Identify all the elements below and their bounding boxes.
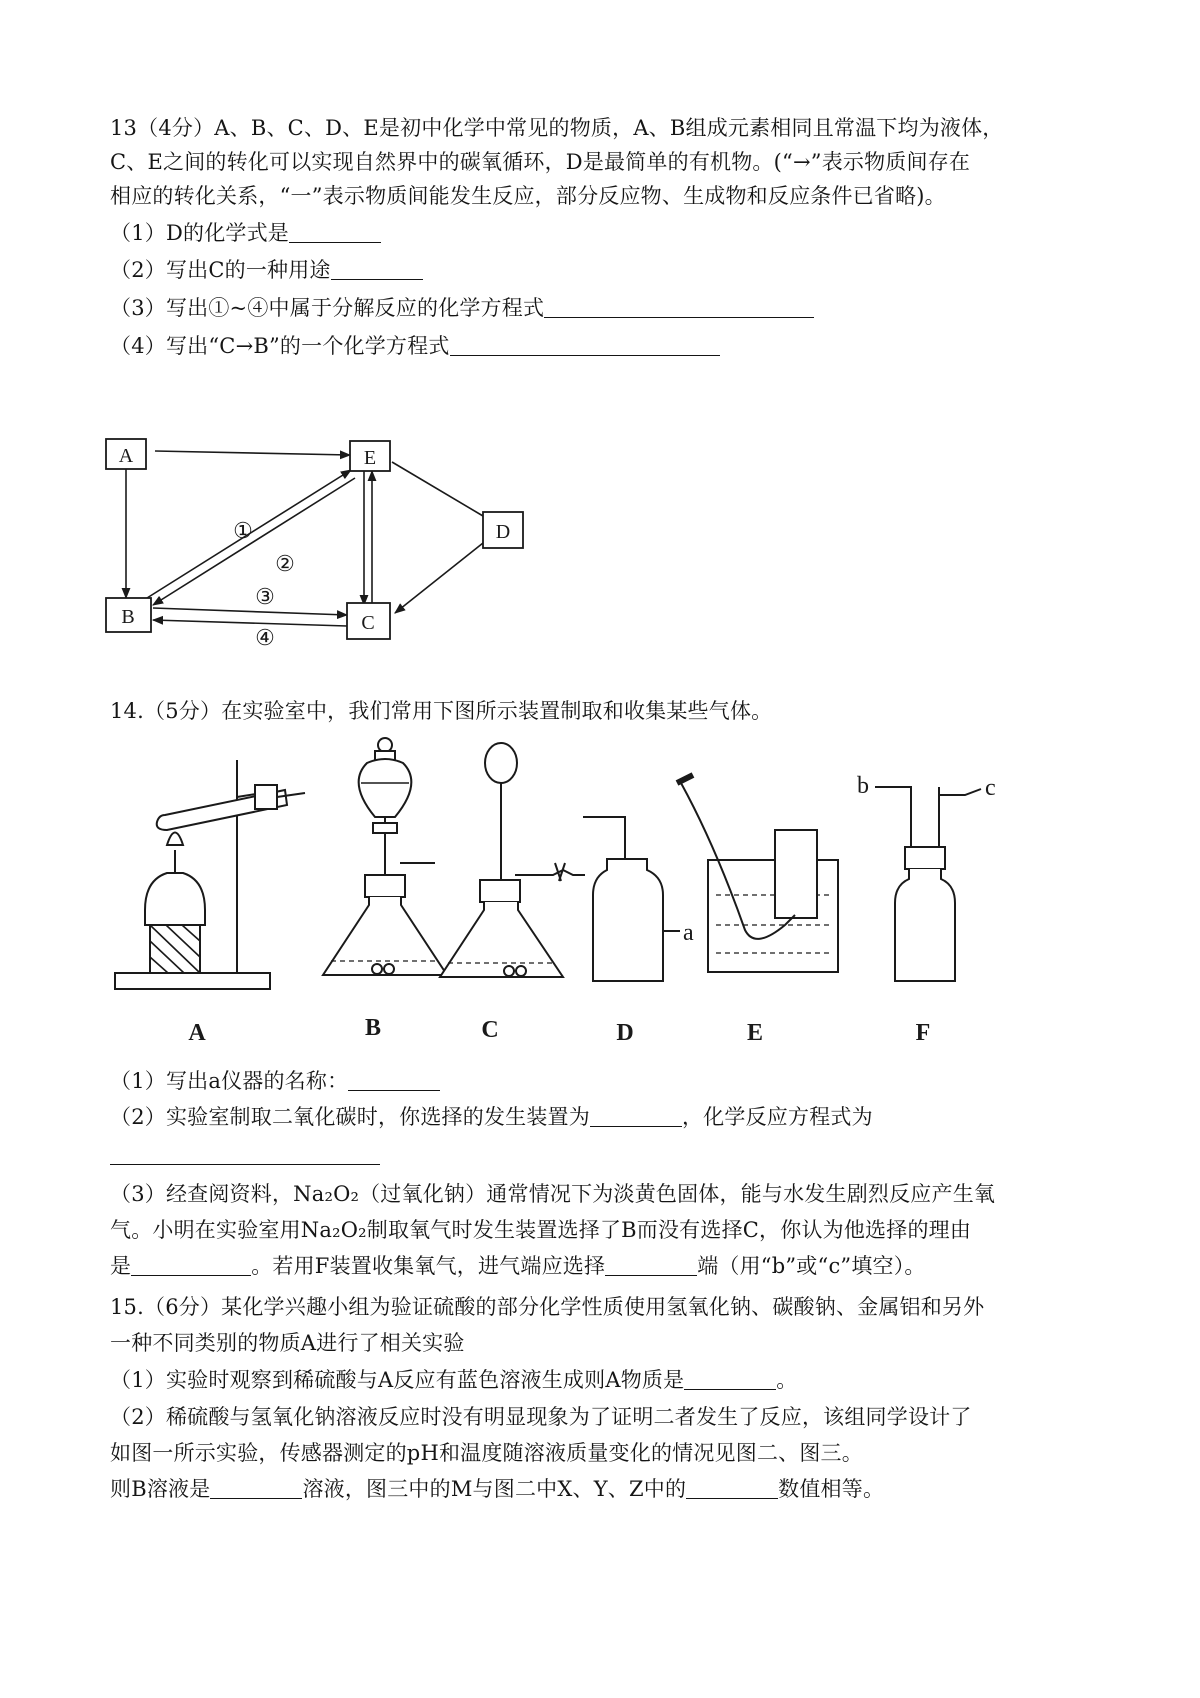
arrow-d-to-c [395,543,483,613]
apparatus-label-d: D [616,1020,634,1046]
answer-blank[interactable] [686,1478,778,1499]
q14-item-3-text-a: 是 [110,1254,132,1278]
q15-item-2-line-1: （2）稀硫酸与氢氧化钠溶液反应时没有明显现象为了证明二者发生了反应，该组同学设计了 [110,1405,972,1429]
apparatus-label-f: F [915,1020,931,1046]
apparatus-f-gas-washing-bottle [875,787,981,981]
q14-item-2-text-b: ，化学反应方程式为 [681,1105,873,1129]
q13-item-1-text: （1）D的化学式是 [110,221,289,245]
arrow-e-to-b [153,478,355,605]
q14-item-3-line-1: （3）经查阅资料，Na₂O₂（过氧化钠）通常情况下为淡黄色固体，能与水发生剧烈反应产生氧 [110,1182,996,1206]
q14-item-3-text-c: 端（用“b”或“c”填空）。 [697,1254,926,1278]
apparatus-d-gas-bottle [583,817,680,981]
apparatus-a-heating-setup [115,760,305,989]
apparatus-b-separatory-funnel-flask [323,738,447,975]
node-e-label: E [363,447,377,469]
q15-item-1-text-b: 。 [776,1368,798,1392]
node-c-label: C [361,612,375,634]
q14-item-2-equation-line [110,1142,380,1168]
q13-stem-line-2: C、E之间的转化可以实现自然界中的碳氧循环，D是最简单的有机物。(“→”表示物质间存在 [110,150,971,174]
q13-stem-line-1: 13（4分）A、B、C、D、E是初中化学中常见的物质，A、B组成元素相同且常温下均为液体， [110,116,1004,140]
arrow-b-to-c [153,608,347,615]
apparatus-label-b: B [364,1015,382,1041]
answer-blank[interactable] [590,1106,682,1127]
q15-item-2-line-2: 如图一所示实验，传感器测定的pH和温度随溶液质量变化的情况见图二、图三。 [110,1441,863,1465]
arrow-c-to-b [153,620,347,626]
q14-item-2-text-a: （2）实验室制取二氧化碳时，你选择的发生装置为 [110,1105,590,1129]
lab-apparatus-figure [105,735,1100,1050]
node-b-label: B [121,606,135,628]
q13-item-3-text: （3）写出①~④中属于分解反应的化学方程式 [110,296,545,320]
apparatus-label-c: C [481,1017,499,1043]
answer-blank[interactable] [289,222,381,243]
instrument-a-label: a [683,920,694,946]
reaction-label-2: ② [275,551,295,576]
arrow-a-to-e [155,451,350,455]
port-c-label: c [985,775,996,801]
q14-item-3-text-b: 。若用F装置收集氧气，进气端应选择 [251,1254,606,1278]
q14-item-3-line-2: 气。小明在实验室用Na₂O₂制取氧气时发生装置选择了B而没有选择C，你认为他选择的理由 [110,1218,972,1242]
answer-blank[interactable] [544,297,814,318]
apparatus-label-e: E [746,1020,764,1046]
q13-item-3 [110,295,814,321]
q13-stem-line-3: 相应的转化关系，“一”表示物质间能发生反应，部分反应物、生成物和反应条件已省略)。 [110,184,946,208]
reaction-label-1: ① [233,518,253,543]
reaction-label-3: ③ [255,584,275,609]
q15-item-2-line-3 [110,1476,884,1502]
node-d-label: D [495,521,511,543]
q13-item-2-text: （2）写出C的一种用途 [110,258,331,282]
q15-item-1 [110,1367,798,1393]
q14-item-3-line-3 [110,1253,926,1279]
answer-blank[interactable] [210,1478,302,1499]
answer-blank[interactable] [131,1255,251,1276]
apparatus-c-long-funnel-flask [440,743,585,977]
q15-item-2-text-c: 数值相等。 [778,1477,885,1501]
apparatus-e-water-trough [677,775,838,972]
answer-blank[interactable] [684,1369,776,1390]
substance-relationship-diagram [105,438,580,678]
q15-item-1-text-a: （1）实验时观察到稀硫酸与A反应有蓝色溶液生成则A物质是 [110,1368,685,1392]
q14-item-1 [110,1068,440,1094]
q13-item-2 [110,257,423,283]
q13-item-4 [110,333,720,359]
q15-stem-line-1: 15.（6分）某化学兴趣小组为验证硫酸的部分化学性质使用氢氧化钠、碳酸钠、金属铝和另外 [110,1295,985,1319]
answer-blank[interactable] [110,1144,380,1165]
answer-blank[interactable] [450,335,720,356]
answer-blank[interactable] [348,1070,440,1091]
answer-blank[interactable] [605,1255,697,1276]
q15-stem-line-2: 一种不同类别的物质A进行了相关实验 [110,1331,465,1355]
apparatus-label-a: A [188,1020,206,1046]
q14-stem: 14.（5分）在实验室中，我们常用下图所示装置制取和收集某些气体。 [110,699,773,723]
line-e-to-d [392,462,483,516]
answer-blank[interactable] [331,259,423,280]
q15-item-2-text-a: 则B溶液是 [110,1477,211,1501]
reaction-label-4: ④ [255,625,275,650]
q14-item-2 [110,1104,873,1130]
q14-item-1-text: （1）写出a仪器的名称： [110,1069,349,1093]
q13-item-1 [110,220,381,246]
q13-item-4-text: （4）写出“C→B”的一个化学方程式 [110,334,450,358]
q15-item-2-text-b: 溶液，图三中的M与图二中X、Y、Z中的 [302,1477,687,1501]
node-a-label: A [118,445,134,467]
port-b-label: b [857,773,869,799]
